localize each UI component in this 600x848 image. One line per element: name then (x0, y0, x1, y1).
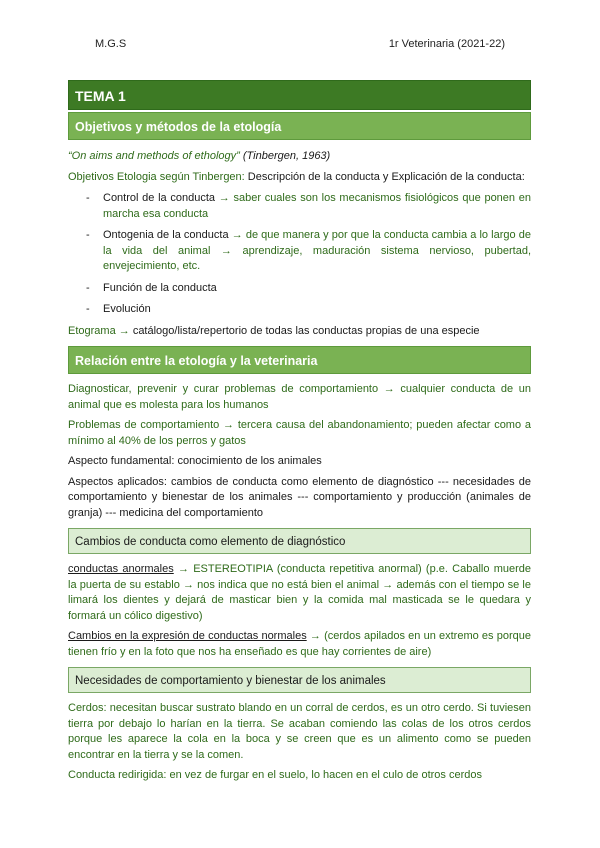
box-cambios-heading: Cambios de conducta como elemento de diagnóstico (68, 528, 531, 554)
conductas-anormales-label: conductas anormales (68, 563, 174, 575)
list-item: - Ontogenia de la conducta → de que manera y por que la conducta cambia a lo largo de la vida del animal → aprendizaje, maduración sistema nervioso, pubertad, envejecimiento, etc. (86, 229, 531, 272)
list-item: - Control de la conducta → saber cuales son los mecanismos fisiológicos que ponen en marcha esa conducta (86, 192, 531, 220)
diagnosticar-paragraph: Diagnosticar, prevenir y curar problemas de comportamiento → cualquier conducta de un animal que es molesta para los humanos (68, 383, 531, 411)
objetivos-label: Objetivos Etologia según Tinbergen: (68, 170, 248, 183)
box-necesidades-heading: Necesidades de comportamiento y bienestar de los animales (68, 667, 531, 693)
cambios-expresion-paragraph (68, 629, 531, 660)
list-item: - Función de la conducta (86, 281, 217, 294)
tinbergen-list (68, 191, 531, 318)
section-objetivos-heading: Objetivos y métodos de la etología (68, 112, 531, 140)
header-author: M.G.S (95, 38, 127, 50)
etograma-text: catálogo/lista/repertorio de todas las conductas propias de una especie (132, 324, 480, 337)
objetivos-text: Descripción de la conducta y Explicación de la conducta: (247, 170, 525, 183)
conductas-anormales-text: → ESTEREOTIPIA (conducta repetitiva anormal) (p.e. Caballo muerde la puerta de su establo → nos indica que no está bien el animal → además con el tiempo se le limará los dientes y dejará de masticar bien y la comida mal masticada se le quedara y formará un cólico digestivo) (68, 563, 531, 622)
quote-line (68, 149, 531, 165)
header-course: 1r Veterinaria (2021-22) (388, 38, 505, 50)
conductas-anormales-paragraph (68, 562, 531, 624)
etograma-label: Etograma → (68, 324, 133, 337)
aspectos-aplicados: Aspectos aplicados: cambios de conducta como elemento de diagnóstico --- necesidades de comportamiento y bienestar de los animales --- comportamiento y producción (animales de granja) --- medicina del comportamiento (68, 475, 531, 519)
conducta-redirigida: Conducta redirigida: en vez de furgar en el suelo, lo hacen en el culo de otros cerdos (68, 769, 482, 781)
section-relacion-heading: Relación entre la etología y la veterinaria (68, 346, 531, 374)
cambios-expresion-text: → (cerdos apilados en un extremo es porque tienen frío y en la foto que nos ha enseñado es que hay corrientes de aire) (68, 630, 531, 658)
list-item: - Evolución (86, 303, 151, 315)
cambios-expresion-label: Cambios en la expresión de conductas normales (68, 630, 307, 642)
tema-title: TEMA 1 (68, 80, 531, 110)
cerdos-paragraph: Cerdos: necesitan buscar sustrato blando en un corral de cerdos, es un otro cerdo. Si tuviesen tierra por debajo lo harían en la tierra. Se acaban comiendo las colas de los otros cerdos porque les aparece la cola en la boca y se creen que es un alimento como se pueden encontrar en la tierra y se la comen. (68, 702, 531, 761)
objetivos-line (68, 170, 531, 186)
etograma-line (68, 324, 531, 340)
quote-citation: (Tinbergen, 1963) (239, 150, 331, 162)
aspecto-fundamental: Aspecto fundamental: conocimiento de los animales (68, 455, 322, 467)
quote-title: “On aims and methods of ethology” (68, 150, 240, 162)
document-page (68, 80, 531, 784)
problemas-paragraph: Problemas de comportamiento → tercera causa del abandonamiento; pueden afectar como a mínimo al 40% de los perros y gatos (68, 419, 531, 447)
